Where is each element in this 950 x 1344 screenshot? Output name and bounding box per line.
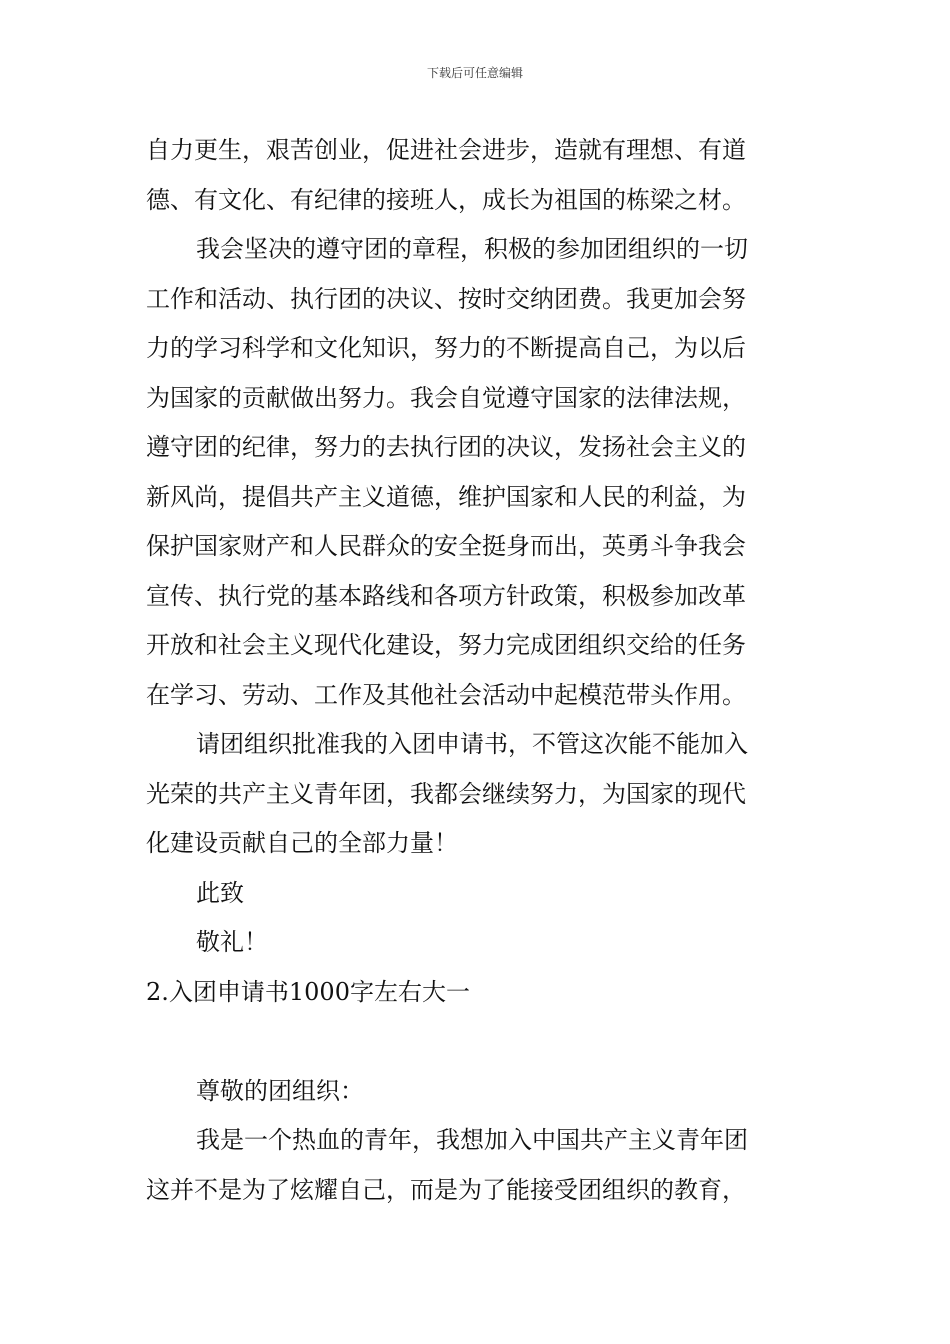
document-body <box>146 126 810 1215</box>
paragraph-line: 遵守团的纪律，努力的去执行团的决议，发扬社会主义的 <box>146 433 746 461</box>
paragraph-line: 这并不是为了炫耀自己，而是为了能接受团组织的教育， <box>146 1175 746 1204</box>
greeting-line: 尊敬的团组织： <box>196 1076 364 1105</box>
paragraph-line: 开放和社会主义现代化建设，努力完成团组织交给的任务 <box>146 631 746 659</box>
paragraph-line: 我会坚决的遵守团的章程，积极的参加团组织的一切 <box>196 235 748 263</box>
paragraph-line: 我是一个热血的青年，我想加入中国共产主义青年团 <box>196 1126 748 1154</box>
paragraph-line: 化建设贡献自己的全部力量！ <box>146 829 458 857</box>
paragraph-line: 工作和活动、执行团的决议、按时交纳团费。我更加会努 <box>146 284 746 313</box>
paragraph-line: 保护国家财产和人民群众的安全挺身而出，英勇斗争我会 <box>146 532 746 560</box>
paragraph-line: 光荣的共产主义青年团，我都会继续努力，为国家的现代 <box>146 779 746 808</box>
paragraph-line: 自力更生，艰苦创业，促进社会进步，造就有理想、有道 <box>146 136 746 164</box>
paragraph-line: 德、有文化、有纪律的接班人，成长为祖国的栋梁之材。 <box>146 185 746 214</box>
paragraph-line: 请团组织批准我的入团申请书，不管这次能不能加入 <box>196 730 748 758</box>
paragraph-line: 新风尚，提倡共产主义道德，维护国家和人民的利益，为 <box>146 482 746 511</box>
blank-line <box>146 1017 810 1067</box>
paragraph-line: 在学习、劳动、工作及其他社会活动中起模范带头作用。 <box>146 680 746 709</box>
paragraph-line: 宣传、执行党的基本路线和各项方针政策，积极参加改革 <box>146 581 746 610</box>
salutation-line: 此致 <box>196 878 244 907</box>
paragraph-line: 力的学习科学和文化知识，努力的不断提高自己，为以后 <box>146 334 746 362</box>
closing-line: 敬礼！ <box>196 928 268 956</box>
paragraph-line: 为国家的贡献做出努力。我会自觉遵守国家的法律法规， <box>146 383 746 412</box>
page-header: 下载后可任意编辑 <box>426 66 523 80</box>
section-heading: 2.入团申请书1000字左右大一 <box>146 977 470 1006</box>
